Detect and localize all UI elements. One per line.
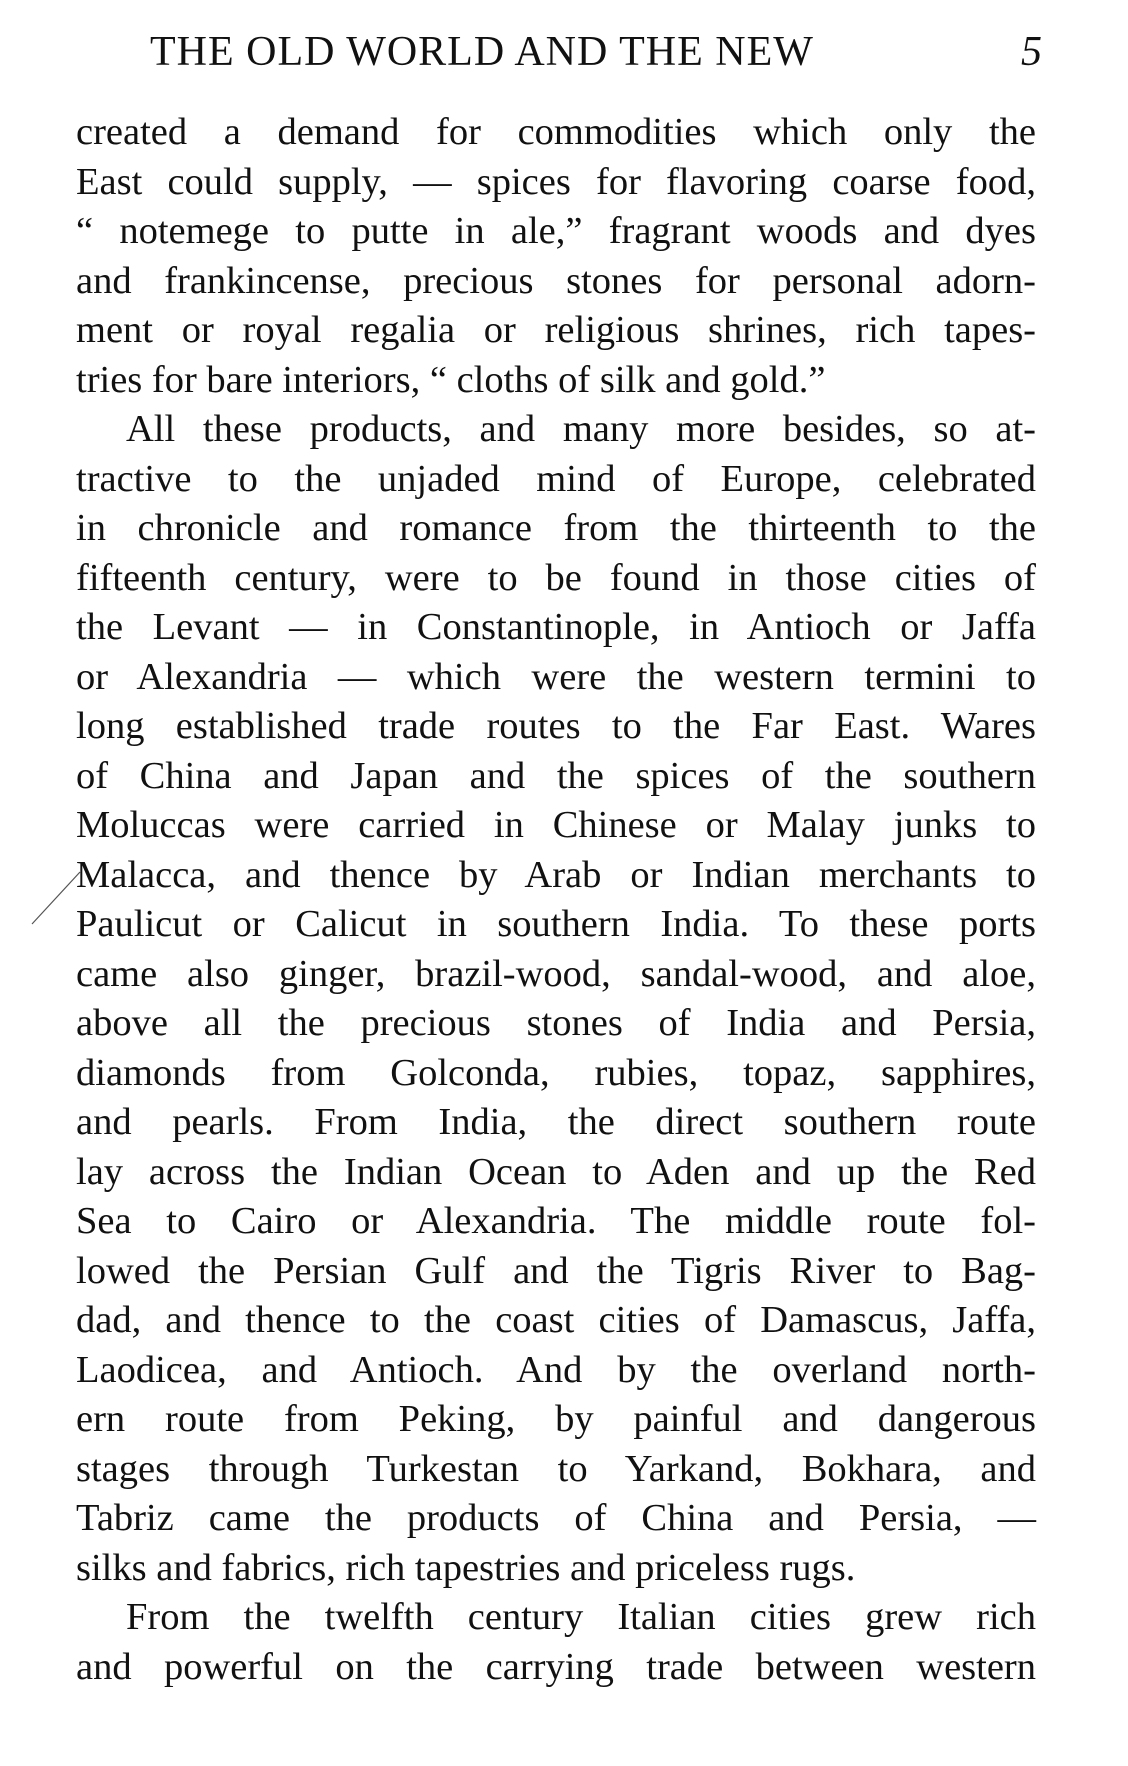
- text-line: or Alexandria — which were the western termini to: [76, 655, 1036, 698]
- text-line: in chronicle and romance from the thirteenth to the: [76, 507, 1036, 549]
- text-line: Malacca, and thence by Arab or Indian merchants to: [76, 853, 1036, 896]
- text-line: and pearls. From India, the direct southern route: [76, 1101, 1036, 1143]
- text-line: lowed the Persian Gulf and the Tigris River to Bag-: [76, 1249, 1036, 1292]
- text-line: Moluccas were carried in Chinese or Malay junks to: [76, 804, 1036, 846]
- text-line: Paulicut or Calicut in southern India. To these ports: [76, 903, 1036, 945]
- text-line: long established trade routes to the Far East. Wares: [76, 705, 1036, 747]
- text-line: fifteenth century, were to be found in those cities of: [76, 556, 1036, 599]
- text-line: tries for bare interiors, “ cloths of silk and gold.”: [76, 358, 826, 401]
- paragraph: [76, 1593, 1036, 1692]
- paragraph: [76, 405, 1036, 1593]
- text-line: From the twelfth century Italian cities grew rich: [126, 1596, 1036, 1638]
- text-line: All these products, and many more besides, so at-: [126, 408, 1036, 450]
- text-line: Laodicea, and Antioch. And by the overland north-: [76, 1348, 1036, 1391]
- body-text: [76, 108, 1036, 1692]
- running-head: [150, 28, 1042, 88]
- page-number: 5: [1021, 29, 1042, 75]
- text-line: came also ginger, brazil-wood, sandal-wood, and aloe,: [76, 952, 1036, 995]
- text-line: Tabriz came the products of China and Persia, —: [76, 1497, 1036, 1539]
- text-line: created a demand for commodities which only the: [76, 111, 1036, 153]
- text-line: and frankincense, precious stones for personal adorn-: [76, 259, 1036, 302]
- text-line: of China and Japan and the spices of the southern: [76, 754, 1036, 797]
- paragraph: [76, 108, 1036, 405]
- text-line: dad, and thence to the coast cities of Damascus, Jaffa,: [76, 1299, 1036, 1341]
- text-line: East could supply, — spices for flavoring coarse food,: [76, 160, 1036, 203]
- text-line: diamonds from Golconda, rubies, topaz, sapphires,: [76, 1051, 1036, 1094]
- text-line: lay across the Indian Ocean to Aden and up the Red: [76, 1150, 1036, 1193]
- text-line: and powerful on the carrying trade between western: [76, 1645, 1036, 1688]
- text-line: “ notemege to putte in ale,” fragrant woods and dyes: [76, 210, 1036, 252]
- running-title: THE OLD WORLD AND THE NEW: [150, 29, 814, 75]
- text-line: stages through Turkestan to Yarkand, Bokhara, and: [76, 1447, 1036, 1490]
- text-line: the Levant — in Constantinople, in Antioch or Jaffa: [76, 606, 1036, 648]
- text-line: ment or royal regalia or religious shrines, rich tapes-: [76, 309, 1036, 351]
- text-line: above all the precious stones of India and Persia,: [76, 1002, 1036, 1044]
- text-line: silks and fabrics, rich tapestries and priceless rugs.: [76, 1546, 856, 1589]
- text-line: ern route from Peking, by painful and dangerous: [76, 1398, 1036, 1440]
- text-line: tractive to the unjaded mind of Europe, celebrated: [76, 457, 1036, 500]
- text-line: Sea to Cairo or Alexandria. The middle route fol-: [76, 1200, 1036, 1242]
